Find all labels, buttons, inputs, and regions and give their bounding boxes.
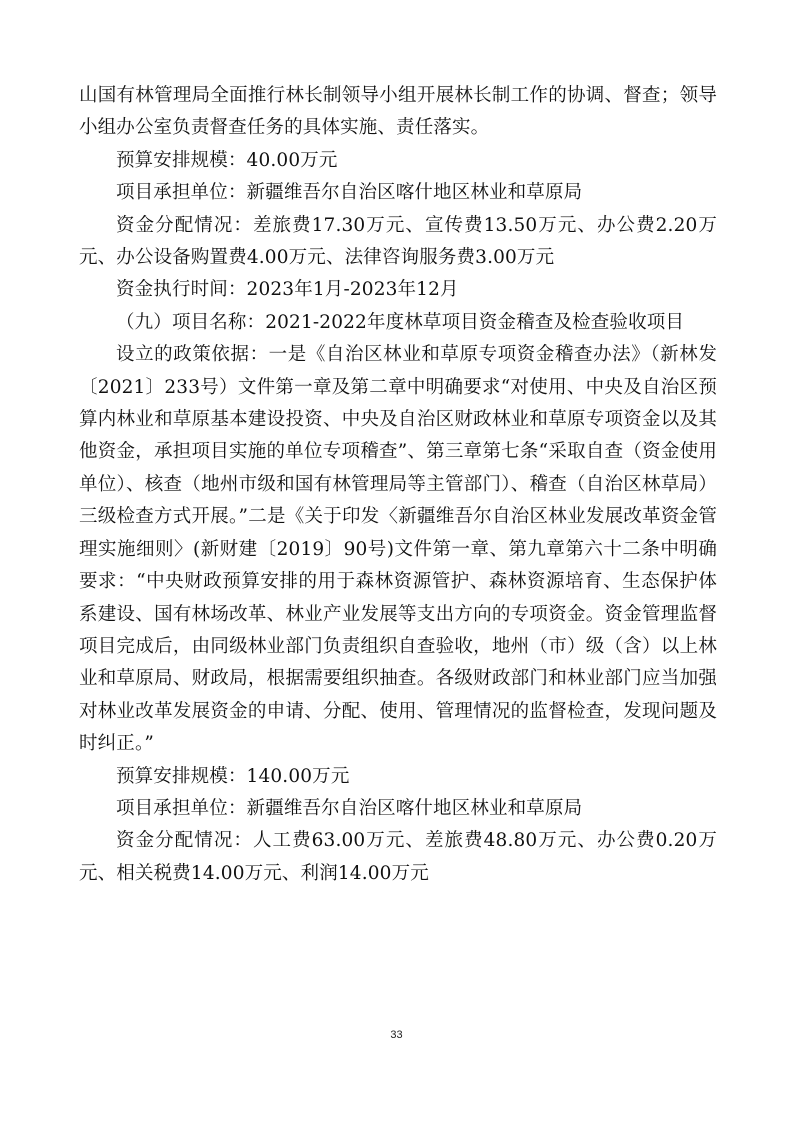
document-body xyxy=(79,80,717,890)
paragraph-budget-scale-2: 预算安排规模：140.00万元 xyxy=(116,765,350,787)
paragraph-undertaking-unit-1: 项目承担单位：新疆维吾尔自治区喀什地区林业和草原局 xyxy=(116,182,583,204)
paragraph-policy-basis: 设立的政策依据：一是《自治区林业和草原专项资金稽查办法》（新林发〔2021〕233号）文件第一章及第二章中明确要求“对使用、中央及自治区预算内林业和草原基本建设投资、中央及自治区财政林业和草原专项资金以及其他资金，承担项目实施的单位专项稽查”、第三章第七条“采取自查（资金使用单位）、核查（地州市级和国有林管理局等主管部门）、稽查（自治区林草局）三级检查方式开展。”二是《关于印发〈新疆维吾尔自治区林业发展改革资金管理实施细则〉(新财建〔2019〕90号)文件第一章、第九章第六十二条中明确要求：“中央财政预算安排的用于森林资源管护、森林资源培育、生态保护体系建设、国有林场改革、林业产业发展等支出方向的专项资金。资金管理监督项目完成后，由同级林业部门负责组织自查验收，地州（市）级（含）以上林业和草原局、财政局，根据需要组织抽查。各级财政部门和林业部门应当加强对林业改革发展资金的申请、分配、使用、管理情况的监督检查，发现问题及时纠正。” xyxy=(79,344,717,755)
paragraph-budget-scale-1: 预算安排规模：40.00万元 xyxy=(116,149,338,171)
paragraph-fund-allocation-1: 资金分配情况：差旅费17.30万元、宣传费13.50万元、办公费2.20万元、办公设备购置费4.00万元、法律咨询服务费3.00万元 xyxy=(79,214,717,269)
paragraph-project-name-9: （九）项目名称：2021-2022年度林草项目资金稽查及检查验收项目 xyxy=(116,311,685,333)
paragraph-execution-time-1: 资金执行时间：2023年1月-2023年12月 xyxy=(116,279,459,301)
paragraph-leadership-group-continued: 山国有林管理局全面推行林长制领导小组开展林长制工作的协调、督查；领导小组办公室负责督查任务的具体实施、责任落实。 xyxy=(79,85,717,139)
page-number: 33 xyxy=(390,1029,403,1041)
paragraph-fund-allocation-2: 资金分配情况：人工费63.00万元、差旅费48.80万元、办公费0.20万元、相关税费14.00万元、利润14.00万元 xyxy=(79,830,717,884)
paragraph-undertaking-unit-2: 项目承担单位：新疆维吾尔自治区喀什地区林业和草原局 xyxy=(116,797,583,819)
